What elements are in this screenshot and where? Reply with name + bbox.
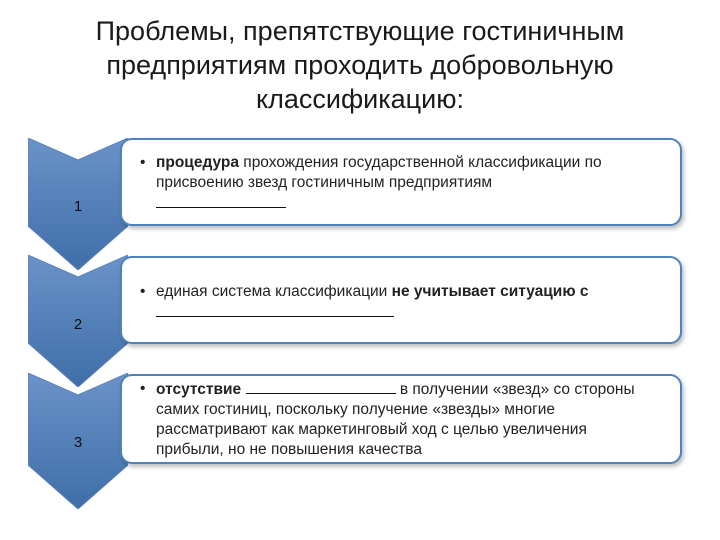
bullet-3: • [140,380,146,397]
step-2-text-a: единая система классификации [156,283,392,300]
step-1-blank [156,193,286,208]
step-2-text-b: не учитывает ситуацию с [391,283,589,300]
step-1-keyword: процедура [156,154,239,171]
step-3-keyword: отсутствие [156,381,242,398]
step-3-number: 3 [73,434,83,451]
slide-title [30,14,690,116]
step-2-number: 2 [73,316,83,333]
step-1-text: прохождения государственной классификации по присвоению звезд гостиничным предприятиям [156,154,602,191]
title-line-2: предприятиям проходить добровольную [106,50,614,80]
step-3-box [120,374,682,464]
title-line-3: классификацию: [256,84,464,114]
step-2-blank [156,302,394,317]
bullet-2: • [140,283,146,300]
title-line-1: Проблемы, препятствующие гостиничным [95,16,625,46]
step-3-text: в получении «звезд» со стороны самих гостиниц, поскольку получение «звезды» многие рассматривают как маркетинговый ход с целью увеличения прибыли, но не повышения качества [156,381,635,458]
step-1-box [120,138,682,226]
step-2-box [120,256,682,344]
bullet-1: • [140,154,146,171]
step-3-blank [246,379,396,394]
step-1-number: 1 [73,198,83,215]
